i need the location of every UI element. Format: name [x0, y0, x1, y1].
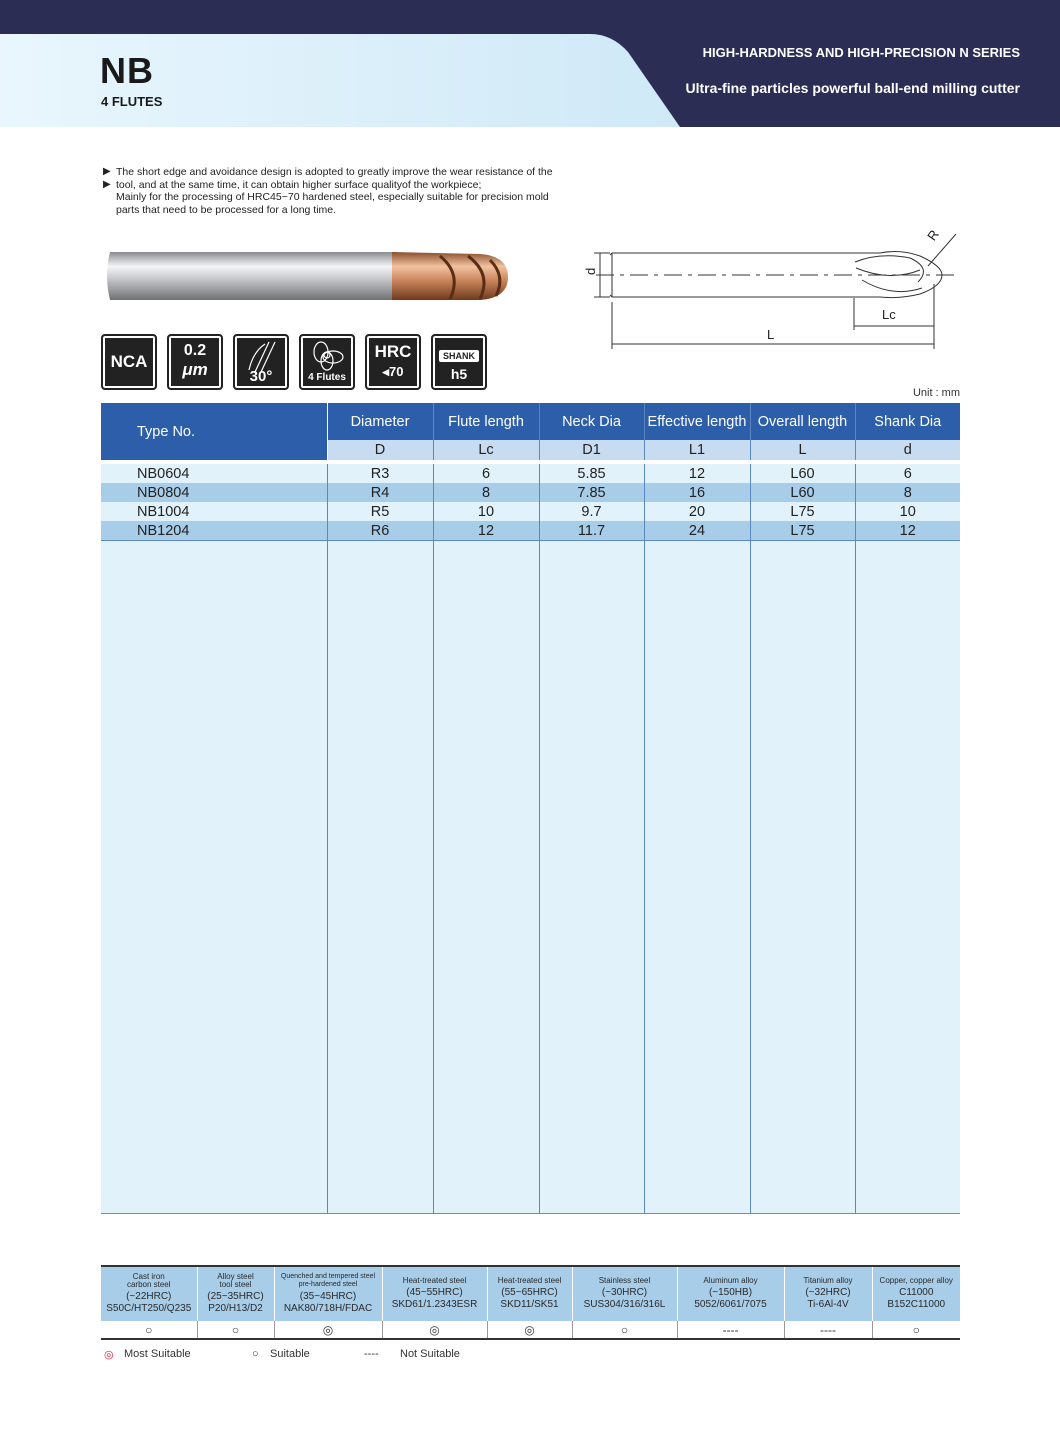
- material-suitability-table: [101, 1265, 960, 1340]
- material-cell: Heat-treated steel (55~65HRC) SKD11/SK51: [487, 1266, 572, 1321]
- col-symbol: D: [327, 440, 433, 460]
- header-banner: [0, 0, 1060, 127]
- table-row: [101, 521, 960, 541]
- tool-image: [100, 244, 512, 315]
- table-cell: 10: [433, 502, 539, 521]
- table-cell: 11.7: [539, 521, 644, 541]
- table-cell: 9.7: [539, 502, 644, 521]
- table-cell: 6: [855, 464, 960, 483]
- coating-nca-icon: NCA: [101, 334, 157, 390]
- drawing-label-r: R: [924, 226, 942, 244]
- table-header-row: [101, 403, 960, 440]
- table-row: [101, 483, 960, 502]
- table-cell: 10: [855, 502, 960, 521]
- suitable-icon: ○: [252, 1348, 259, 1360]
- table-cell: 8: [855, 483, 960, 502]
- table-cell: 7.85: [539, 483, 644, 502]
- table-cell: 12: [644, 464, 750, 483]
- description-line: ▶ tool, and at the same time, it can obtain higher surface qualityof the workpiece;: [103, 178, 482, 191]
- table-cell: 24: [644, 521, 750, 541]
- suitable-icon: ○: [101, 1321, 197, 1339]
- material-cell: Heat-treated steel (45~55HRC) SKD61/1.2343ESR: [382, 1266, 487, 1321]
- material-cell: Stainless steel (~30HRC) SUS304/316/316L: [572, 1266, 677, 1321]
- four-flutes-icon: 4 Flutes: [299, 334, 355, 390]
- col-header-flute-length: Flute length: [433, 403, 539, 440]
- drawing-label-d: d: [583, 267, 598, 275]
- not-suitable-icon: ----: [784, 1321, 872, 1339]
- description-line: Mainly for the processing of HRC45~70 hardened steel, especially suitable for precision mold: [116, 191, 549, 203]
- flutes-subtitle: 4 FLUTES: [101, 94, 163, 109]
- product-subtitle: Ultra-fine particles powerful ball-end milling cutter: [685, 80, 1020, 96]
- material-cell: Titanium alloy (~32HRC) Ti-6Al-4V: [784, 1266, 872, 1321]
- series-title: HIGH-HARDNESS AND HIGH-PRECISION N SERIES: [702, 45, 1020, 60]
- unit-label: Unit : mm: [912, 387, 960, 399]
- table-cell: 12: [855, 521, 960, 541]
- table-cell: L60: [750, 483, 855, 502]
- hrc-hardness-icon: HRC ◂70: [365, 334, 421, 390]
- technical-drawing: [580, 222, 980, 362]
- material-cell: Cast iron carbon steel (~22HRC) S50C/HT250/Q235: [101, 1266, 197, 1321]
- most-suitable-icon: ◎: [274, 1321, 382, 1339]
- not-suitable-icon: ----: [677, 1321, 784, 1339]
- dimension-drawing: [580, 222, 980, 357]
- suitable-icon: ○: [872, 1321, 960, 1339]
- table-cell: 20: [644, 502, 750, 521]
- material-cell: Aluminum alloy (~150HB) 5052/6061/7075: [677, 1266, 784, 1321]
- col-header-neck-dia: Neck Dia: [539, 403, 644, 440]
- table-cell: NB0804: [101, 483, 327, 502]
- legend-not-suitable: Not Suitable: [400, 1348, 460, 1360]
- table-cell: 6: [433, 464, 539, 483]
- shank-tolerance-icon: SHANK h5: [431, 334, 487, 390]
- feature-icons: [101, 334, 487, 390]
- col-header-type-no: Type No.: [101, 403, 327, 460]
- suitable-icon: ○: [197, 1321, 274, 1339]
- suitability-legend: [104, 1348, 460, 1361]
- table-cell: R3: [327, 464, 433, 483]
- specification-table: [101, 403, 960, 1214]
- col-symbol: d: [855, 440, 960, 460]
- col-header-overall-length: Overall length: [750, 403, 855, 440]
- material-cell: Alloy steel tool steel (25~35HRC) P20/H13/D2: [197, 1266, 274, 1321]
- col-symbol: D1: [539, 440, 644, 460]
- table-cell: L75: [750, 521, 855, 541]
- flute-cross-section-icon: [301, 339, 353, 373]
- table-cell: L60: [750, 464, 855, 483]
- description-line: ▶ The short edge and avoidance design is adopted to greatly improve the wear resistance of the: [103, 166, 553, 178]
- table-cell: 5.85: [539, 464, 644, 483]
- bullet-triangle-icon: ▶: [103, 178, 111, 190]
- model-title: NB: [100, 50, 154, 91]
- table-row: [101, 502, 960, 521]
- legend-most-suitable: Most Suitable: [124, 1348, 191, 1360]
- material-cell: Quenched and tempered steel pre-hardened steel (35~45HRC) NAK80/718H/FDAC: [274, 1266, 382, 1321]
- col-header-diameter: Diameter: [327, 403, 433, 440]
- table-cell: 16: [644, 483, 750, 502]
- edge-roughness-icon: 0.2 μm: [167, 334, 223, 390]
- most-suitable-icon: ◎: [104, 1349, 114, 1361]
- bullet-triangle-icon: ▶: [103, 166, 111, 177]
- table-cell: R5: [327, 502, 433, 521]
- description-line: parts that need to be processed for a long time.: [116, 203, 337, 216]
- suitability-row: [101, 1321, 960, 1339]
- table-empty-area: [101, 541, 960, 1214]
- material-cell: Copper, copper alloy C11000 B152C11000: [872, 1266, 960, 1321]
- table-cell: 12: [433, 521, 539, 541]
- col-header-effective-length: Effective length: [644, 403, 750, 440]
- not-suitable-icon: ----: [364, 1348, 379, 1360]
- table-cell: R4: [327, 483, 433, 502]
- material-row: [101, 1266, 960, 1321]
- table-cell: L75: [750, 502, 855, 521]
- col-symbol: L: [750, 440, 855, 460]
- table-row: [101, 464, 960, 483]
- legend-suitable: Suitable: [270, 1348, 310, 1360]
- table-cell: NB0604: [101, 464, 327, 483]
- table-cell: NB1004: [101, 502, 327, 521]
- table-cell: 8: [433, 483, 539, 502]
- suitable-icon: ○: [572, 1321, 677, 1339]
- table-cell: NB1204: [101, 521, 327, 541]
- ball-end-mill-illustration: [100, 244, 512, 310]
- col-symbol: L1: [644, 440, 750, 460]
- description: [103, 166, 573, 216]
- table-cell: R6: [327, 521, 433, 541]
- col-header-shank-dia: Shank Dia: [855, 403, 960, 440]
- most-suitable-icon: ◎: [382, 1321, 487, 1339]
- helix-angle-icon: 30°: [233, 334, 289, 390]
- most-suitable-icon: ◎: [487, 1321, 572, 1339]
- drawing-label-l: L: [767, 327, 775, 342]
- drawing-label-lc: Lc: [882, 307, 896, 322]
- col-symbol: Lc: [433, 440, 539, 460]
